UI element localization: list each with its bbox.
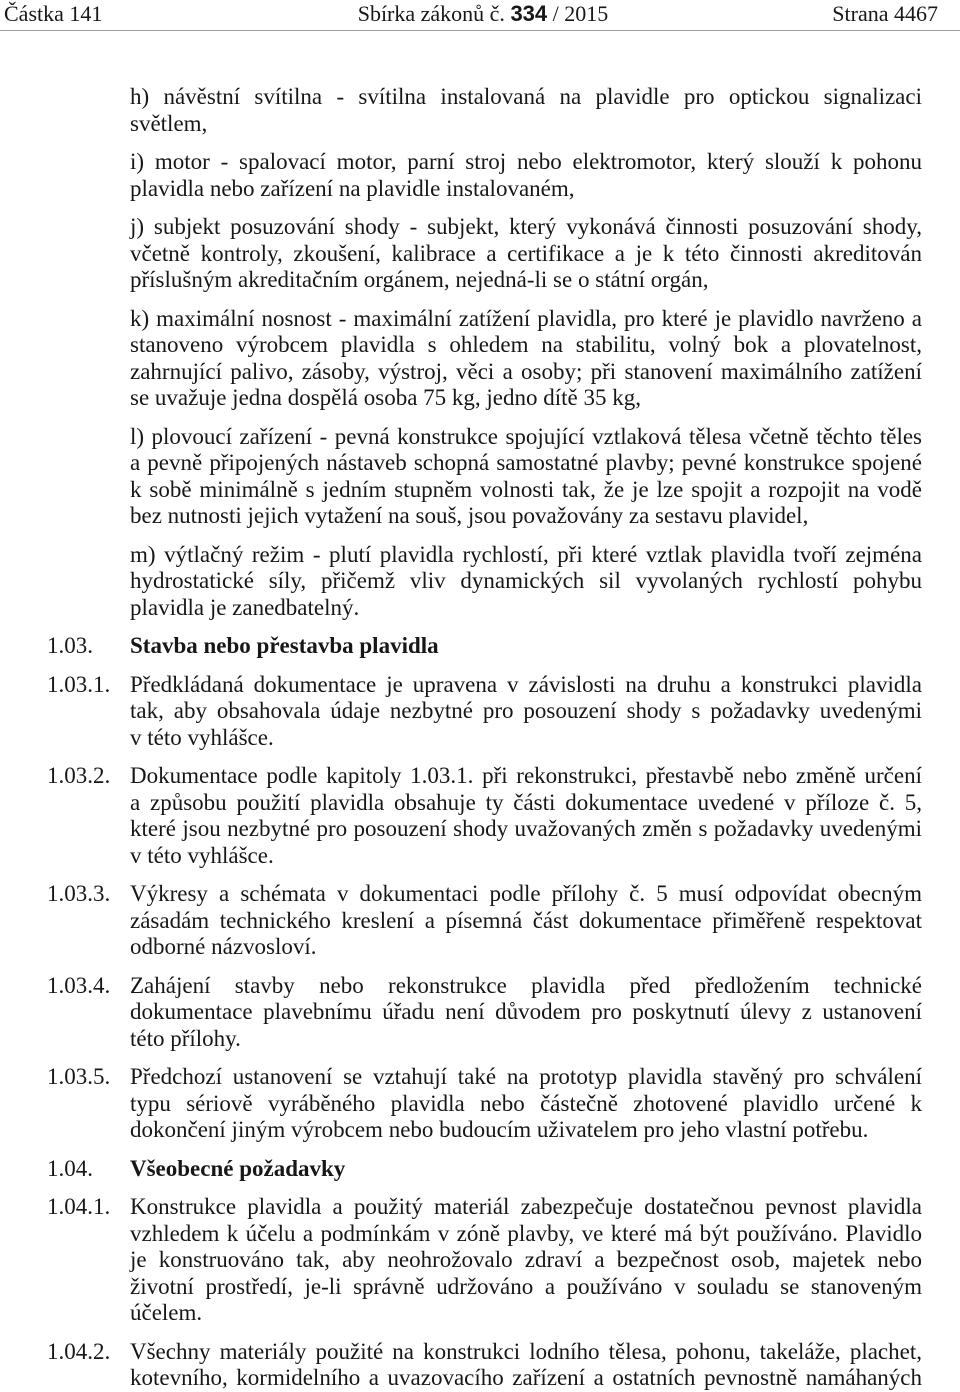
clause-1-03-1 <box>0 672 960 752</box>
definition-h <box>0 84 960 137</box>
paragraph-text <box>130 881 922 961</box>
header-year: / 2015 <box>552 1 609 26</box>
definition-i <box>0 149 960 202</box>
clause-number: 1.03.4. <box>47 972 111 998</box>
page-header <box>0 0 960 31</box>
text-line: h) návěstní svítilna - svítilna instalovaná na plavidle pro optickou signalizaci <box>130 84 922 109</box>
clause-1-03-4 <box>0 973 960 1053</box>
document-body <box>0 84 960 1392</box>
text-line: Výkresy a schémata v dokumentaci podle přílohy č. 5 musí odpovídat obecným <box>130 881 922 906</box>
clause-1-03-5 <box>0 1064 960 1144</box>
text-line: životní prostředí, je-li správně udržováno a používáno v souladu se stanoveným <box>130 1273 922 1299</box>
text-line: j) subjekt posuzování shody - subjekt, který vykonává činnosti posuzování shody, <box>130 214 922 239</box>
text-line: a pevně připojených nástaveb schopná samostatné plavby; pevné konstrukce spojené <box>130 450 922 475</box>
section-heading-1-04 <box>0 1156 960 1183</box>
text-line: v této vyhlášce. <box>130 842 274 868</box>
text-line: m) výtlačný režim - plutí plavidla rychlostí, při které vztlak plavidla tvoří zejména <box>130 541 922 567</box>
header-issue: Částka 141 <box>4 1 103 26</box>
text-line: bez nutnosti jejich vytažení na souš, jsou považovány za sestavu plavidel, <box>130 503 809 528</box>
text-line: včetně kontroly, zkoušení, kalibrace a certifikace a je k této činnosti akreditován <box>130 240 922 266</box>
paragraph-text <box>130 763 922 869</box>
text-line: účelem. <box>130 1300 203 1325</box>
text-line: typu sériově vyráběného plavidla nebo částečně zhotovené plavidlo určené k <box>130 1090 922 1116</box>
definition-l <box>0 424 960 530</box>
paragraph-text <box>130 973 922 1053</box>
text-line: l) plovoucí zařízení - pevná konstrukce spojující vztlaková tělesa včetně těchto těles <box>130 423 922 449</box>
definition-j <box>0 214 960 294</box>
text-line: je konstruováno tak, aby neohrožovalo zdraví a bezpečnost osob, majetek nebo <box>130 1247 922 1272</box>
text-line: zásadám technického kreslení a písemná část dokumentace přiměřeně respektovat <box>130 907 922 933</box>
text-line: dokončení jiným výrobcem nebo budoucím uživatelem pro jeho vlastní potřebu. <box>130 1117 869 1142</box>
text-line: zahrnující palivo, zásoby, výstroj, věci a osoby; při stanovení maximálního zatížení <box>130 358 922 384</box>
paragraph-text <box>130 424 922 530</box>
paragraph-text <box>130 633 922 660</box>
clause-1-03-2 <box>0 763 960 869</box>
text-line: i) motor - spalovací motor, parní stroj nebo elektromotor, který slouží k pohonu <box>130 149 922 174</box>
clause-number: 1.03.5. <box>47 1064 111 1089</box>
text-line: stanoveno výrobcem plavidla s ohledem na stabilitu, volný bok a plovatelnost, <box>130 332 922 357</box>
clause-number: 1.03.2. <box>47 763 111 788</box>
text-line: a způsobu použití plavidla obsahuje ty části dokumentace uvedené v příloze č. 5, <box>130 789 922 815</box>
paragraph-text <box>130 306 922 412</box>
text-line: plavidla je zanedbatelný. <box>130 594 360 620</box>
header-page-number: Strana 4467 <box>832 1 938 26</box>
text-line: v této vyhlášce. <box>130 724 274 750</box>
section-number: 1.03. <box>47 633 93 658</box>
text-line: se uvažuje jedna dospělá osoba 75 kg, jedno dítě 35 kg, <box>130 385 641 410</box>
clause-number: 1.03.3. <box>47 881 111 906</box>
text-line: této přílohy. <box>130 1025 241 1051</box>
definition-k <box>0 306 960 412</box>
definition-m <box>0 542 960 622</box>
section-title: Stavba nebo přestavba plavidla <box>130 633 439 658</box>
paragraph-text <box>130 1156 922 1183</box>
text-line: Konstrukce plavidla a použitý materiál zabezpečuje dostatečnou pevnost plavidla <box>130 1194 922 1219</box>
clause-number: 1.03.1. <box>47 671 111 697</box>
paragraph-text <box>130 214 922 294</box>
paragraph-text <box>130 1064 922 1144</box>
text-line: hydrostatické síly, přičemž vliv dynamických sil vyvolaných rychlostí pohybu <box>130 568 922 593</box>
text-line: vzhledem k účelu a podmínkám v zóně plavby, ve které má být používáno. Plavidlo <box>130 1220 922 1246</box>
paragraph-text <box>130 672 922 752</box>
text-line: příslušným akreditačním orgánem, nejedná-li se o státní orgán, <box>130 267 709 292</box>
text-line: odborné názvosloví. <box>130 934 317 959</box>
section-title: Všeobecné požadavky <box>130 1155 346 1181</box>
clause-number: 1.04.2. <box>47 1338 111 1364</box>
clause-number: 1.04.1. <box>47 1194 111 1219</box>
clause-1-03-3 <box>0 881 960 961</box>
section-heading-1-03 <box>0 633 960 660</box>
text-line: plavidla nebo zařízení na plavidle instalovaném, <box>130 175 575 201</box>
header-collection <box>0 0 960 28</box>
paragraph-text <box>130 149 922 202</box>
text-line: Dokumentace podle kapitoly 1.03.1. při rekonstrukci, přestavbě nebo změně určení <box>130 763 922 788</box>
section-number: 1.04. <box>47 1155 93 1181</box>
header-law-number: 334 <box>510 1 548 26</box>
text-line: dokumentace plavebnímu úřadu není důvodem pro poskytnutí úlevy z ustanovení <box>130 999 922 1024</box>
text-line: Předchozí ustanovení se vztahují také na prototyp plavidla stavěný pro schválení <box>130 1064 922 1089</box>
text-line: Předkládaná dokumentace je upravena v závislosti na druhu a konstrukci plavidla <box>130 671 922 697</box>
clause-1-04-1 <box>0 1194 960 1327</box>
text-line: k) maximální nosnost - maximální zatížení plavidla, pro které je plavidlo navrženo a <box>130 305 922 331</box>
paragraph-text <box>130 84 922 137</box>
text-line: světlem, <box>130 110 208 136</box>
text-line: kotevního, kormidelního a uvazovacího zařízení a ostatních pevnostně namáhaných <box>130 1365 922 1390</box>
text-line: tak, aby obsahovala údaje nezbytné pro posouzení shody s požadavky uvedenými <box>130 698 922 723</box>
text-line: k sobě minimálně s jedním stupněm volnosti tak, že je lze spojit a rozpojit na vodě <box>130 476 922 502</box>
text-line: které jsou nezbytné pro posouzení shody uvažovaných změn s požadavky uvedenými <box>130 816 922 841</box>
header-collection-title: Sbírka zákonů č. <box>357 1 505 26</box>
text-line: Zahájení stavby nebo rekonstrukce plavidla před předložením technické <box>130 972 922 998</box>
clause-1-04-2 <box>0 1339 960 1392</box>
text-line: Všechny materiály použité na konstrukci lodního tělesa, pohonu, takeláže, plachet, <box>130 1338 922 1364</box>
paragraph-text <box>130 1194 922 1327</box>
paragraph-text <box>130 1339 922 1392</box>
paragraph-text <box>130 542 922 622</box>
